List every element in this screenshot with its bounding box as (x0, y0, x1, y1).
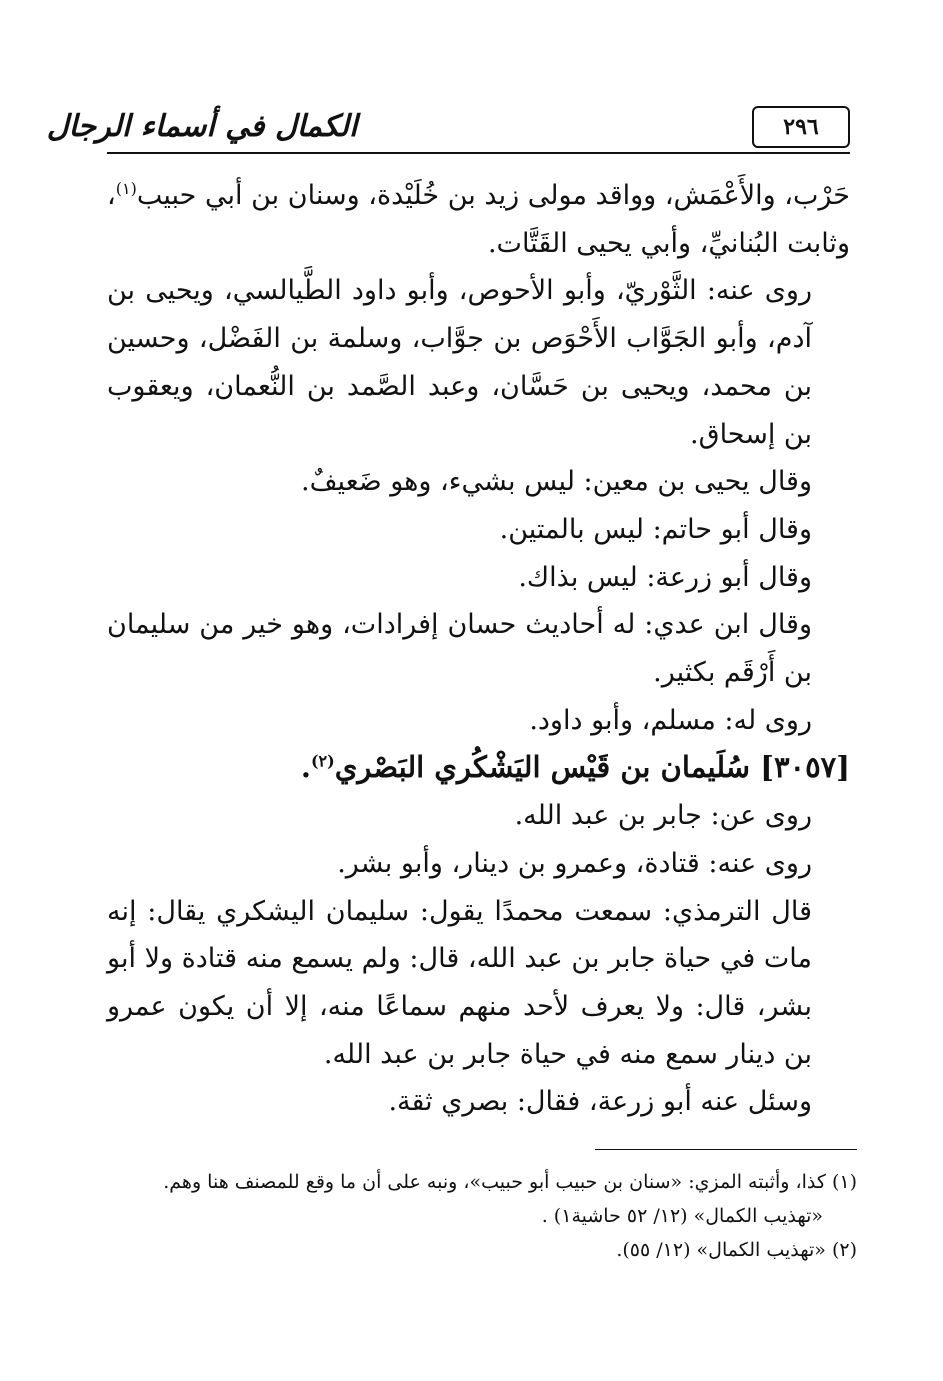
footnote-1-continued: «تهذيب الكمال» (١٢/ ٥٢ حاشية١) . (541, 1205, 823, 1227)
paragraph-tirmidhi: قال الترمذي: سمعت محمدًا يقول: سليمان اليشكري يقال: إنه مات في حياة جابر بن عبد الله، قال: ولم يسمع منه قتادة ولا أبو بشر، قال: ولا يعرف لأحد منهم سماعًا منه، إلا أن يكون عمرو بن دينار سمع منه في حياة جابر بن عبد الله. (107, 895, 812, 1070)
paragraph-1 (107, 172, 850, 267)
paragraph-ibn-maeen: وقال يحيى بن معين: ليس بشيء، وهو ضَعيفٌ. (301, 466, 812, 498)
footnote-ref-1: (١) (115, 179, 137, 198)
main-text (107, 172, 850, 1126)
footnote-1: (١) كذا، وأثبته المزي: «سنان بن حبيب أبو حبيب»، ونبه على أن ما وقع للمصنف هنا وهم. (163, 1171, 857, 1193)
paragraph-ibn-adi: وقال ابن عدي: له أحاديث حسان إفرادات، وهو خير من سليمان بن أَرْقَم بكثير. (107, 609, 812, 689)
paragraph-1-end: ، وثابت البُنانيِّ، وأبي يحيى القَتَّات. (107, 180, 850, 259)
header-rule (107, 152, 850, 154)
paragraph-narrated-from: روى عن: جابر بن عبد الله. (514, 800, 812, 832)
entry-end: . (300, 750, 311, 785)
footnote-ref-2: (٢) (310, 751, 335, 771)
page-number: ٢٩٦ (752, 106, 850, 148)
paragraph-narrators: روى عنه: الثَّوْريّ، وأبو الأحوص، وأبو داود الطَّيالسي، ويحيى بن آدم، وأبو الجَوَّاب الأَحْوَص بن جوَّاب، وسلمة بن الفَضْل، وحسين بن محمد، ويحيى بن حَسَّان، وعبد الصَّمد بن النُّعمان، ويعقوب بن إسحاق. (107, 275, 812, 450)
book-title: الكمال في أسماء الرجال (46, 108, 358, 144)
paragraph-narrated-by-him: روى عنه: قتادة، وعمرو بن دينار، وأبو بشر. (337, 847, 812, 879)
entry-name: سُلَيمان بن قَيْس اليَشْكُري البَصْري (334, 750, 751, 785)
footnote-rule (595, 1149, 857, 1150)
paragraph-abu-zura-2: وسئل عنه أبو زرعة، فقال: بصري ثقة. (388, 1086, 812, 1118)
paragraph-abu-zura: وقال أبو زرعة: ليس بذاك. (518, 561, 812, 593)
footnotes (107, 1165, 857, 1267)
paragraph-narrated-by: روى له: مسلم، وأبو داود. (529, 704, 812, 736)
footnote-2: (٢) «تهذيب الكمال» (١٢/ ٥٥). (616, 1239, 857, 1261)
entry-heading (107, 744, 850, 792)
entry-number: [٣٠٥٧] (760, 750, 850, 785)
paragraph-1-text: حَرْب، والأَعْمَش، وواقد مولى زيد بن خُلَيْدة، وسنان بن أبي حبيب (136, 180, 850, 211)
paragraph-abu-hatim: وقال أبو حاتم: ليس بالمتين. (499, 513, 812, 545)
page-header (46, 102, 850, 154)
